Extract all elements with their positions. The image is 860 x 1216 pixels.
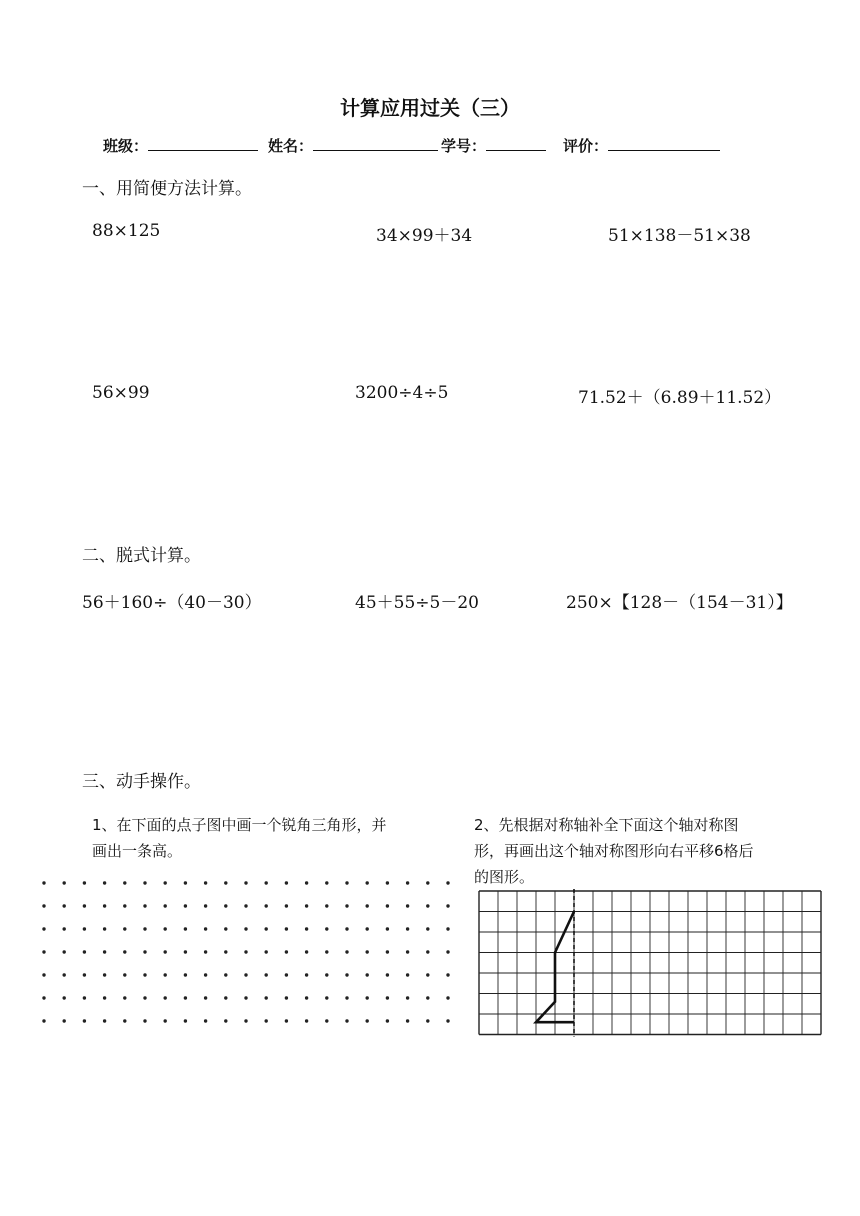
grid-dot[interactable]: [164, 881, 167, 884]
grid-dot[interactable]: [366, 950, 369, 953]
grid-dot[interactable]: [103, 950, 106, 953]
grid-dot[interactable]: [285, 904, 288, 907]
grid-dot[interactable]: [83, 881, 86, 884]
grid-dot[interactable]: [244, 950, 247, 953]
grid-dot[interactable]: [164, 927, 167, 930]
grid-dot[interactable]: [123, 996, 126, 999]
id-blank[interactable]: [486, 136, 546, 151]
grid-dot[interactable]: [345, 904, 348, 907]
grid-dot[interactable]: [184, 1019, 187, 1022]
dot-grid[interactable]: [30, 868, 465, 1050]
grid-dot[interactable]: [406, 950, 409, 953]
grid-dot[interactable]: [42, 1019, 45, 1022]
grid-dot[interactable]: [224, 881, 227, 884]
grid-dot[interactable]: [265, 927, 268, 930]
grid-dot[interactable]: [143, 881, 146, 884]
grid-dot[interactable]: [63, 950, 66, 953]
grid-dot[interactable]: [406, 996, 409, 999]
square-grid[interactable]: [474, 886, 824, 1041]
grid-dot[interactable]: [345, 927, 348, 930]
grid-dot[interactable]: [224, 950, 227, 953]
grid-dot[interactable]: [103, 973, 106, 976]
name-field: [268, 135, 438, 156]
grid-dot[interactable]: [446, 904, 449, 907]
grid-dot[interactable]: [123, 1019, 126, 1022]
grid-dot[interactable]: [83, 927, 86, 930]
problem-1-2: 34×99＋34: [376, 226, 473, 246]
grid-dot[interactable]: [305, 927, 308, 930]
grid-dot[interactable]: [325, 881, 328, 884]
eval-label: 评价：: [563, 137, 609, 155]
grid-dot[interactable]: [345, 881, 348, 884]
grid-dot[interactable]: [426, 881, 429, 884]
grid-dot[interactable]: [42, 996, 45, 999]
problem-1-6: 71.52＋（6.89＋11.52）: [578, 388, 782, 408]
grid-dot[interactable]: [83, 950, 86, 953]
grid-dot[interactable]: [285, 927, 288, 930]
grid-dot[interactable]: [143, 996, 146, 999]
section-3-title: 三、动手操作。: [82, 772, 201, 792]
grid-dot[interactable]: [63, 973, 66, 976]
grid-dot[interactable]: [103, 996, 106, 999]
grid-dot[interactable]: [123, 927, 126, 930]
grid-dot[interactable]: [244, 904, 247, 907]
grid-dot[interactable]: [386, 973, 389, 976]
grid-dot[interactable]: [265, 950, 268, 953]
grid-dot[interactable]: [265, 881, 268, 884]
grid-dot[interactable]: [143, 904, 146, 907]
problem-1-1: 88×125: [92, 221, 161, 241]
grid-dot[interactable]: [63, 996, 66, 999]
grid-dot[interactable]: [204, 950, 207, 953]
grid-dot[interactable]: [184, 996, 187, 999]
task-1-text: 1、在下面的点子图中画一个锐角三角形，并画出一条高。: [92, 816, 387, 860]
section-1-title: 一、用简便方法计算。: [82, 179, 252, 199]
grid-dot[interactable]: [244, 996, 247, 999]
class-blank[interactable]: [148, 136, 258, 151]
grid-dot[interactable]: [103, 881, 106, 884]
grid-dot[interactable]: [103, 1019, 106, 1022]
grid-dot[interactable]: [103, 904, 106, 907]
grid-dot[interactable]: [83, 996, 86, 999]
grid-dot[interactable]: [244, 927, 247, 930]
grid-dot[interactable]: [265, 1019, 268, 1022]
page-title: 计算应用过关（三）: [340, 96, 520, 120]
grid-dot[interactable]: [386, 1019, 389, 1022]
grid-dot[interactable]: [366, 904, 369, 907]
grid-dot[interactable]: [164, 996, 167, 999]
grid-dot[interactable]: [63, 881, 66, 884]
grid-dot[interactable]: [224, 1019, 227, 1022]
grid-dot[interactable]: [265, 904, 268, 907]
grid-dot[interactable]: [123, 904, 126, 907]
grid-dot[interactable]: [305, 973, 308, 976]
problem-1-4: 56×99: [92, 383, 150, 403]
grid-dot[interactable]: [184, 881, 187, 884]
grid-dot[interactable]: [305, 881, 308, 884]
problem-2-2: 45＋55÷5－20: [355, 593, 479, 613]
grid-dot[interactable]: [42, 904, 45, 907]
grid-dot[interactable]: [224, 904, 227, 907]
grid-dot[interactable]: [123, 881, 126, 884]
grid-dot[interactable]: [143, 1019, 146, 1022]
grid-dot[interactable]: [305, 1019, 308, 1022]
grid-dot[interactable]: [164, 904, 167, 907]
grid-dot[interactable]: [184, 973, 187, 976]
grid-dot[interactable]: [325, 996, 328, 999]
grid-dot[interactable]: [426, 996, 429, 999]
eval-blank[interactable]: [608, 136, 720, 151]
grid-dot[interactable]: [345, 973, 348, 976]
grid-dot[interactable]: [285, 950, 288, 953]
grid-dot[interactable]: [446, 950, 449, 953]
grid-dot[interactable]: [285, 973, 288, 976]
grid-dot[interactable]: [42, 927, 45, 930]
grid-dot[interactable]: [63, 927, 66, 930]
grid-dot[interactable]: [345, 996, 348, 999]
name-label: 姓名：: [268, 137, 314, 155]
grid-dot[interactable]: [285, 996, 288, 999]
grid-dot[interactable]: [123, 950, 126, 953]
grid-dot[interactable]: [426, 927, 429, 930]
grid-dot[interactable]: [244, 1019, 247, 1022]
grid-dot[interactable]: [143, 950, 146, 953]
section-2-title: 二、脱式计算。: [82, 546, 201, 566]
grid-dot[interactable]: [366, 881, 369, 884]
grid-dot[interactable]: [285, 881, 288, 884]
grid-dot[interactable]: [366, 1019, 369, 1022]
grid-dot[interactable]: [204, 1019, 207, 1022]
class-label: 班级：: [103, 137, 149, 155]
grid-dot[interactable]: [406, 881, 409, 884]
problem-2-3: 250×【128－（154－31）】: [566, 593, 793, 613]
grid-dot[interactable]: [265, 973, 268, 976]
grid-dot[interactable]: [426, 904, 429, 907]
grid-dot[interactable]: [446, 973, 449, 976]
grid-dot[interactable]: [345, 950, 348, 953]
grid-dot[interactable]: [426, 950, 429, 953]
grid-dot[interactable]: [224, 973, 227, 976]
grid-dot[interactable]: [103, 927, 106, 930]
grid-dot[interactable]: [406, 927, 409, 930]
grid-dot[interactable]: [42, 881, 45, 884]
grid-dot[interactable]: [42, 973, 45, 976]
grid-dot[interactable]: [426, 1019, 429, 1022]
grid-dot[interactable]: [143, 973, 146, 976]
grid-dot[interactable]: [224, 927, 227, 930]
grid-dot[interactable]: [325, 927, 328, 930]
grid-dot[interactable]: [83, 904, 86, 907]
eval-field: [563, 135, 720, 156]
grid-dot[interactable]: [325, 904, 328, 907]
grid-dot[interactable]: [204, 973, 207, 976]
grid-dot[interactable]: [143, 927, 146, 930]
grid-dot[interactable]: [406, 973, 409, 976]
grid-dot[interactable]: [325, 973, 328, 976]
grid-dot[interactable]: [63, 904, 66, 907]
grid-dot[interactable]: [42, 950, 45, 953]
grid-dot[interactable]: [325, 1019, 328, 1022]
grid-dot[interactable]: [83, 1019, 86, 1022]
grid-dot[interactable]: [164, 1019, 167, 1022]
name-blank[interactable]: [313, 136, 438, 151]
grid-dot[interactable]: [325, 950, 328, 953]
grid-dot[interactable]: [406, 904, 409, 907]
grid-dot[interactable]: [366, 996, 369, 999]
grid-dot[interactable]: [305, 904, 308, 907]
grid-dot[interactable]: [204, 927, 207, 930]
grid-dot[interactable]: [366, 973, 369, 976]
grid-dot[interactable]: [345, 1019, 348, 1022]
grid-dot[interactable]: [164, 973, 167, 976]
grid-dot[interactable]: [204, 904, 207, 907]
class-field: [103, 135, 258, 156]
task-2-text: 2、先根据对称轴补全下面这个轴对称图形，再画出这个轴对称图形向右平移6格后的图形。: [474, 816, 754, 886]
grid-dot[interactable]: [305, 950, 308, 953]
grid-dot[interactable]: [224, 996, 227, 999]
id-field: [441, 135, 546, 156]
grid-dot[interactable]: [386, 881, 389, 884]
grid-dot[interactable]: [244, 881, 247, 884]
grid-dot[interactable]: [184, 950, 187, 953]
grid-dot[interactable]: [83, 973, 86, 976]
grid-dot[interactable]: [386, 996, 389, 999]
id-label: 学号：: [441, 137, 487, 155]
grid-dot[interactable]: [265, 996, 268, 999]
grid-dot[interactable]: [386, 927, 389, 930]
grid-dot[interactable]: [406, 1019, 409, 1022]
grid-dot[interactable]: [244, 973, 247, 976]
grid-dot[interactable]: [184, 927, 187, 930]
grid-dot[interactable]: [446, 996, 449, 999]
grid-dot[interactable]: [386, 950, 389, 953]
grid-dot[interactable]: [164, 950, 167, 953]
grid-dot[interactable]: [366, 927, 369, 930]
grid-dot[interactable]: [386, 904, 389, 907]
problem-1-3: 51×138－51×38: [608, 226, 751, 246]
grid-dot[interactable]: [204, 881, 207, 884]
grid-dot[interactable]: [446, 927, 449, 930]
grid-dot[interactable]: [204, 996, 207, 999]
grid-dot[interactable]: [123, 973, 126, 976]
grid-dot[interactable]: [446, 881, 449, 884]
grid-dot[interactable]: [305, 996, 308, 999]
problem-2-1: 56＋160÷（40－30）: [82, 593, 262, 613]
grid-dot[interactable]: [446, 1019, 449, 1022]
grid-dot[interactable]: [63, 1019, 66, 1022]
grid-dot[interactable]: [184, 904, 187, 907]
grid-dot[interactable]: [285, 1019, 288, 1022]
problem-1-5: 3200÷4÷5: [355, 383, 449, 403]
grid-dot[interactable]: [426, 973, 429, 976]
